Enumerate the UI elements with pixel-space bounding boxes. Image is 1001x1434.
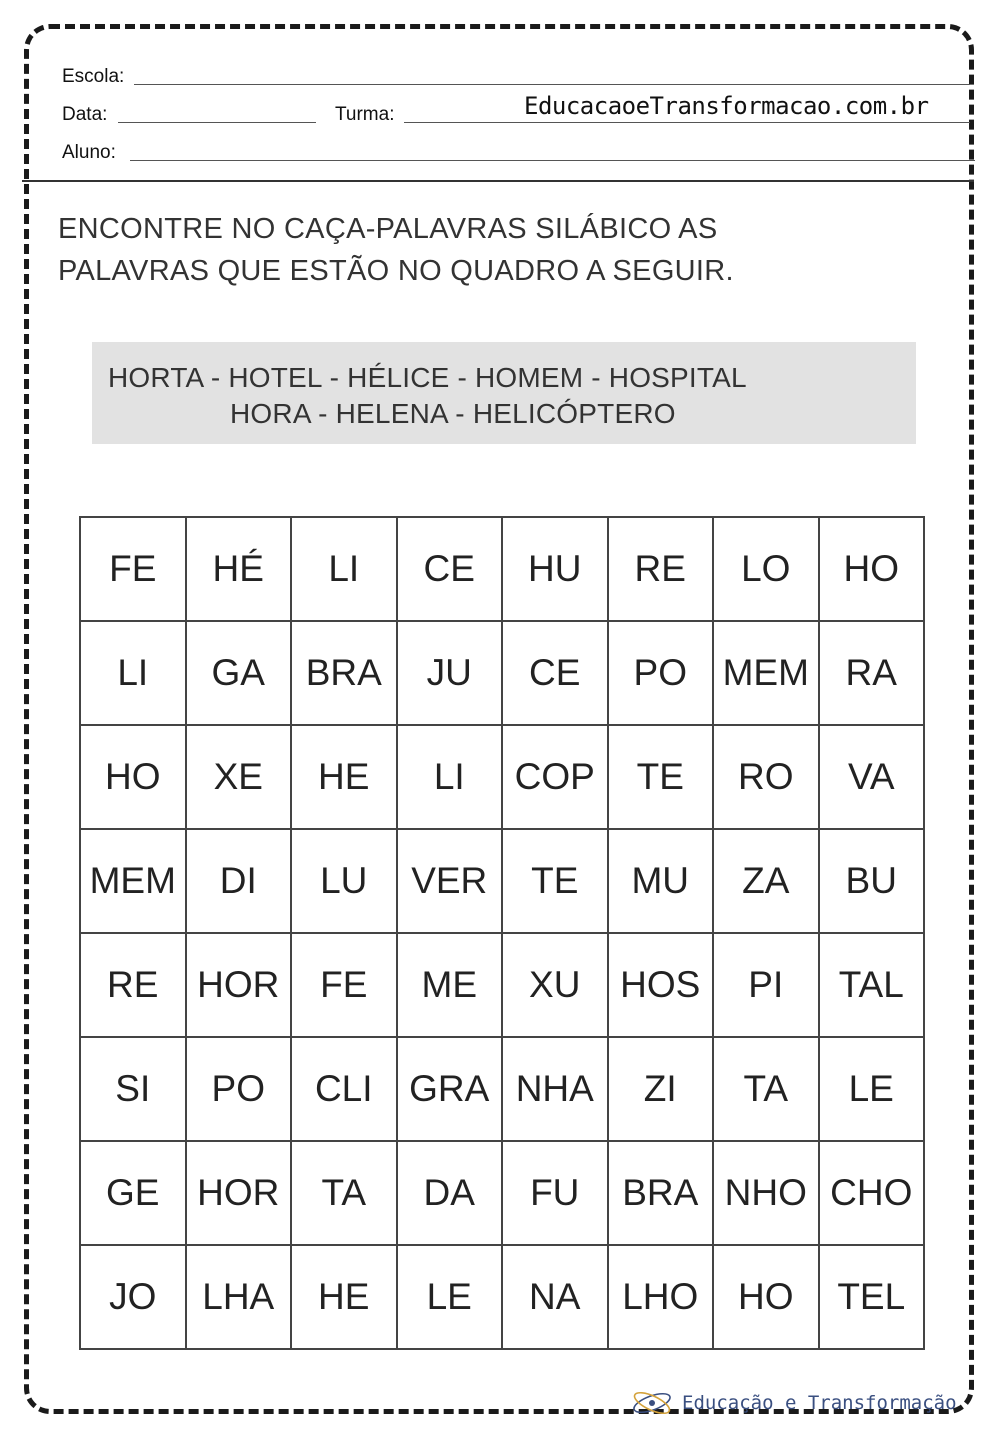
grid-cell[interactable]: HE bbox=[291, 725, 397, 829]
grid-cell[interactable]: XE bbox=[186, 725, 292, 829]
grid-cell[interactable]: TEL bbox=[819, 1245, 925, 1349]
student-input-line[interactable] bbox=[130, 160, 975, 161]
footer-brand bbox=[630, 1386, 957, 1420]
grid-cell[interactable]: MU bbox=[608, 829, 714, 933]
grid-cell[interactable]: BU bbox=[819, 829, 925, 933]
grid-cell[interactable]: TE bbox=[608, 725, 714, 829]
grid-cell[interactable]: LHA bbox=[186, 1245, 292, 1349]
grid-cell[interactable]: PI bbox=[713, 933, 819, 1037]
grid-cell[interactable]: XU bbox=[502, 933, 608, 1037]
grid-cell[interactable]: DI bbox=[186, 829, 292, 933]
grid-cell[interactable]: HO bbox=[819, 517, 925, 621]
grid-cell[interactable]: JO bbox=[80, 1245, 186, 1349]
grid-row bbox=[80, 621, 924, 725]
grid-cell[interactable]: DA bbox=[397, 1141, 503, 1245]
grid-cell[interactable]: ZA bbox=[713, 829, 819, 933]
grid-cell[interactable]: TA bbox=[713, 1037, 819, 1141]
word-search-grid bbox=[79, 516, 925, 1350]
grid-cell[interactable]: LE bbox=[819, 1037, 925, 1141]
grid-cell[interactable]: HU bbox=[502, 517, 608, 621]
grid-cell[interactable]: RE bbox=[80, 933, 186, 1037]
class-label: Turma: bbox=[335, 104, 395, 125]
grid-cell[interactable]: CE bbox=[502, 621, 608, 725]
grid-cell[interactable]: HOR bbox=[186, 1141, 292, 1245]
grid-cell[interactable]: MEM bbox=[713, 621, 819, 725]
date-class-field bbox=[62, 92, 977, 128]
grid-cell[interactable]: NHA bbox=[502, 1037, 608, 1141]
date-label: Data: bbox=[62, 104, 108, 125]
grid-cell[interactable]: NHO bbox=[713, 1141, 819, 1245]
grid-cell[interactable]: LE bbox=[397, 1245, 503, 1349]
grid-cell[interactable]: SI bbox=[80, 1037, 186, 1141]
grid-row bbox=[80, 829, 924, 933]
grid-cell[interactable]: HOS bbox=[608, 933, 714, 1037]
grid-cell[interactable]: ZI bbox=[608, 1037, 714, 1141]
grid-cell[interactable]: HÉ bbox=[186, 517, 292, 621]
date-input-line[interactable] bbox=[118, 122, 316, 123]
grid-cell[interactable]: COP bbox=[502, 725, 608, 829]
word-bank bbox=[92, 342, 916, 444]
grid-cell[interactable]: RE bbox=[608, 517, 714, 621]
grid-cell[interactable]: LI bbox=[80, 621, 186, 725]
grid-cell[interactable]: GE bbox=[80, 1141, 186, 1245]
grid-cell[interactable]: GRA bbox=[397, 1037, 503, 1141]
grid-cell[interactable]: VA bbox=[819, 725, 925, 829]
grid-row bbox=[80, 1037, 924, 1141]
grid-cell[interactable]: FE bbox=[291, 933, 397, 1037]
class-input-line[interactable] bbox=[404, 122, 970, 123]
grid-cell[interactable]: PO bbox=[608, 621, 714, 725]
grid-cell[interactable]: CHO bbox=[819, 1141, 925, 1245]
grid-cell[interactable]: FE bbox=[80, 517, 186, 621]
student-field bbox=[62, 136, 977, 166]
grid-cell[interactable]: TA bbox=[291, 1141, 397, 1245]
grid-row bbox=[80, 517, 924, 621]
grid-cell[interactable]: TE bbox=[502, 829, 608, 933]
grid-row bbox=[80, 725, 924, 829]
school-field bbox=[62, 60, 977, 90]
grid-cell[interactable]: HO bbox=[80, 725, 186, 829]
grid-cell[interactable]: BRA bbox=[608, 1141, 714, 1245]
grid-cell[interactable]: LI bbox=[397, 725, 503, 829]
word-bank-line-2: HORA - HELENA - HELICÓPTERO bbox=[230, 398, 676, 429]
grid-cell[interactable]: LHO bbox=[608, 1245, 714, 1349]
grid-cell[interactable]: HE bbox=[291, 1245, 397, 1349]
grid-cell[interactable]: RO bbox=[713, 725, 819, 829]
grid-cell[interactable]: LU bbox=[291, 829, 397, 933]
header-divider bbox=[22, 180, 974, 182]
grid-cell[interactable]: LI bbox=[291, 517, 397, 621]
grid-cell[interactable]: JU bbox=[397, 621, 503, 725]
grid-cell[interactable]: MEM bbox=[80, 829, 186, 933]
student-label: Aluno: bbox=[62, 142, 116, 163]
grid-row bbox=[80, 1141, 924, 1245]
grid-cell[interactable]: PO bbox=[186, 1037, 292, 1141]
grid-cell[interactable]: ME bbox=[397, 933, 503, 1037]
grid-cell[interactable]: FU bbox=[502, 1141, 608, 1245]
grid-cell[interactable]: NA bbox=[502, 1245, 608, 1349]
grid-cell[interactable]: CE bbox=[397, 517, 503, 621]
grid-cell[interactable]: LO bbox=[713, 517, 819, 621]
grid-cell[interactable]: BRA bbox=[291, 621, 397, 725]
footer-brand-text: Educação e Transformação bbox=[682, 1392, 957, 1414]
grid-cell[interactable]: HOR bbox=[186, 933, 292, 1037]
atom-logo-icon bbox=[630, 1388, 674, 1418]
grid-cell[interactable]: TAL bbox=[819, 933, 925, 1037]
grid-cell[interactable]: GA bbox=[186, 621, 292, 725]
instructions bbox=[58, 208, 858, 292]
school-label: Escola: bbox=[62, 66, 125, 87]
grid-row bbox=[80, 933, 924, 1037]
grid-cell[interactable]: HO bbox=[713, 1245, 819, 1349]
grid-cell[interactable]: RA bbox=[819, 621, 925, 725]
word-bank-line-1: HORTA - HOTEL - HÉLICE - HOMEM - HOSPITAL bbox=[108, 362, 747, 393]
site-url: EducacaoeTransformacao.com.br bbox=[520, 92, 933, 120]
grid-row bbox=[80, 1245, 924, 1349]
school-input-line[interactable] bbox=[134, 84, 970, 85]
grid-cell[interactable]: VER bbox=[397, 829, 503, 933]
instructions-line-1: ENCONTRE NO CAÇA-PALAVRAS SILÁBICO AS bbox=[58, 213, 718, 245]
grid-cell[interactable]: CLI bbox=[291, 1037, 397, 1141]
instructions-line-2: PALAVRAS QUE ESTÃO NO QUADRO A SEGUIR. bbox=[58, 255, 734, 287]
